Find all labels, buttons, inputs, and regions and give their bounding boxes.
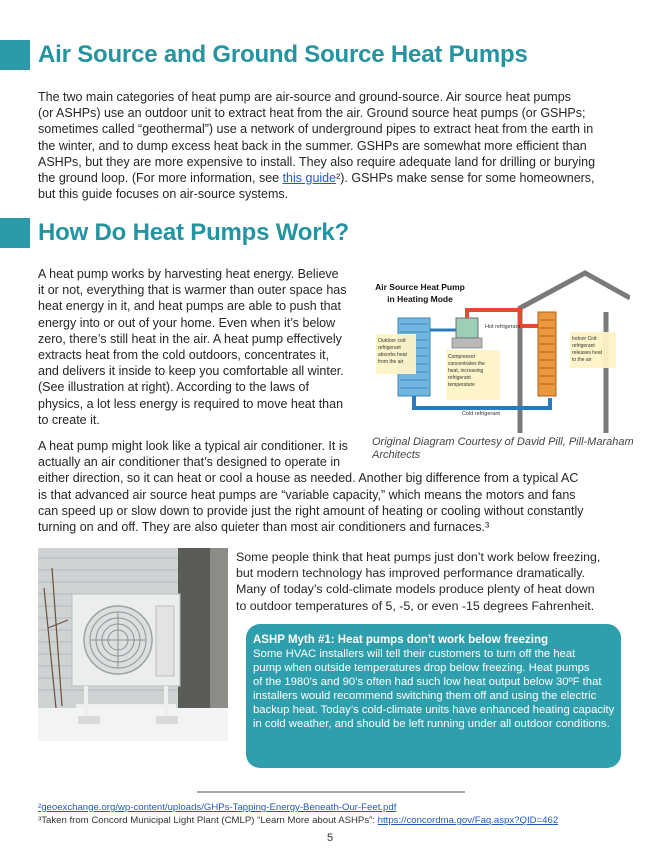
- outdoor-coil-label: Outdoor coil: refrigerant absorbs heat from the air: [378, 338, 407, 365]
- myth-body: [253, 648, 615, 731]
- indoor-coil: [538, 312, 556, 396]
- footnote-ref: ²: [336, 171, 341, 186]
- text-line: is that advanced air source heat pumps are “variable capacity,” which means the motors and fans: [38, 487, 576, 502]
- text-line: (or ASHPs) use an outdoor unit to extract heat from the air. Ground source heat pumps (or GSHPs;: [38, 106, 586, 121]
- hot-refrigerant-label: Hot refrigerant: [485, 324, 521, 330]
- myth-title: ASHP Myth #1: Heat pumps don’t work below freezing: [253, 634, 548, 646]
- outdoor-unit-illustration: [38, 548, 228, 741]
- diagram-title: in Heating Mode: [387, 294, 453, 304]
- footnote-3-text: ³Taken from Concord Municipal Light Plant (CMLP) “Learn More about ASHPs”:: [38, 815, 378, 826]
- heat-pump-photo: [38, 548, 228, 741]
- myth-callout: [246, 624, 621, 768]
- text-line: pump when outside temperatures drop below freezing. Heat pumps: [253, 661, 590, 674]
- diagram-caption: Original Diagram Courtesy of David Pill, Pill-Maraham Architects: [372, 436, 634, 461]
- section2-paragraph-1: [38, 266, 368, 428]
- text-line: but this guide focuses on air-source systems.: [38, 187, 289, 202]
- text-line: (See illustration at right). According to the laws of: [38, 380, 309, 395]
- section1-paragraph: [38, 89, 628, 202]
- text-line: and delivers it inside to keep you comfortable all winter.: [38, 364, 344, 379]
- text-line: [38, 170, 628, 186]
- text-span: ). GSHPs make sense for some homeowners,: [340, 171, 595, 186]
- text-line: either direction, so it can heat or cool a house as needed. Another big difference from a typical AC: [38, 471, 579, 486]
- text-line: can speed up or slow down to provide just the right amount of heating or cooling without constantly: [38, 503, 584, 518]
- text-span: the ground loop. (For more information, see: [38, 171, 283, 186]
- text-line: turning on and off. They are also quieter than most air conditioners and furnaces.³: [38, 520, 490, 535]
- text-line: actually an air conditioner that’s designed to operate in: [38, 455, 341, 470]
- text-line: to outdoor temperatures of 5, -5, or even -15 degrees Fahrenheit.: [236, 598, 595, 613]
- section-accent-bar: [0, 218, 30, 248]
- indoor-coil-label: Indoor Coil: refrigerant releases heat to the air: [572, 336, 603, 363]
- text-line: Some people think that heat pumps just don’t work below freezing,: [236, 550, 601, 564]
- text-line: zero, there’s still heat in the air. A heat pump effectively: [38, 331, 342, 346]
- cold-climate-paragraph: [236, 549, 636, 614]
- text-line: heat energy in it, and heat pumps are able to push that: [38, 299, 341, 314]
- page-number: 5: [326, 832, 334, 844]
- section-heading-how-work: How Do Heat Pumps Work?: [38, 219, 349, 246]
- text-line: extracts heat from the cold outdoors, concentrates it,: [38, 348, 330, 363]
- cold-refrigerant-label: Cold refrigerant: [462, 411, 500, 417]
- text-line: ASHPs, but they are more expensive to install. They also require adequate land for drilling or burying: [38, 154, 596, 169]
- text-line: the winter, and to dump excess heat back in the summer. GSHPs are somewhat more efficient than: [38, 138, 587, 153]
- diagram-title: Air Source Heat Pump: [375, 282, 465, 292]
- text-line: Some HVAC installers will tell their customers to turn off the heat: [253, 648, 576, 660]
- text-line: Many of today’s cold-climate models produce plenty of heat down: [236, 582, 595, 597]
- text-line: physics, a lot less energy is required to move heat than: [38, 396, 344, 411]
- text-line: to create it.: [38, 412, 100, 427]
- text-line: energy into or out of your home. Even when it’s below: [38, 315, 336, 330]
- compressor: [456, 318, 478, 338]
- text-line: backup heat. Today’s cold-climate units have enhanced heating capacity: [253, 703, 615, 716]
- text-line: but modern technology has improved performance dramatically.: [236, 566, 585, 581]
- section-accent-bar: [0, 40, 30, 70]
- footnote-2-link[interactable]: ²geoexchange.org/wp-content/uploads/GHPs-Tapping-Energy-Beneath-Our-Feet.pdf: [38, 802, 397, 813]
- text-line: installers would recommend switching them off and using the electric: [253, 689, 597, 702]
- footnote-3-link[interactable]: https://concordma.gov/Faq.aspx?QID=462: [377, 815, 559, 826]
- footnote-divider: [197, 791, 465, 793]
- this-guide-link[interactable]: this guide: [282, 171, 337, 186]
- text-line: sometimes called “geothermal”) use a network of underground pipes to extract heat from the earth in: [38, 122, 594, 137]
- footnote-3: [38, 815, 558, 826]
- text-line: A heat pump might look like a typical air conditioner. It is: [38, 439, 348, 453]
- text-line: in cold weather, and should be left running under all outdoor conditions.: [253, 717, 610, 730]
- section-heading-air-ground: Air Source and Ground Source Heat Pumps: [38, 41, 528, 68]
- text-line: A heat pump works by harvesting heat energy. Believe: [38, 267, 339, 281]
- heat-pump-diagram: [370, 268, 630, 433]
- text-line: it or not, everything that is warmer than outer space has: [38, 283, 347, 298]
- text-line: The two main categories of heat pump are air-source and ground-source. Air source heat pumps: [38, 90, 571, 104]
- compressor-label: Compressor concentrates the heat, increasing refrigerant temperature: [448, 354, 485, 388]
- text-line: of the 1980’s and 90’s often had such low heat output below 30ºF that: [253, 675, 602, 688]
